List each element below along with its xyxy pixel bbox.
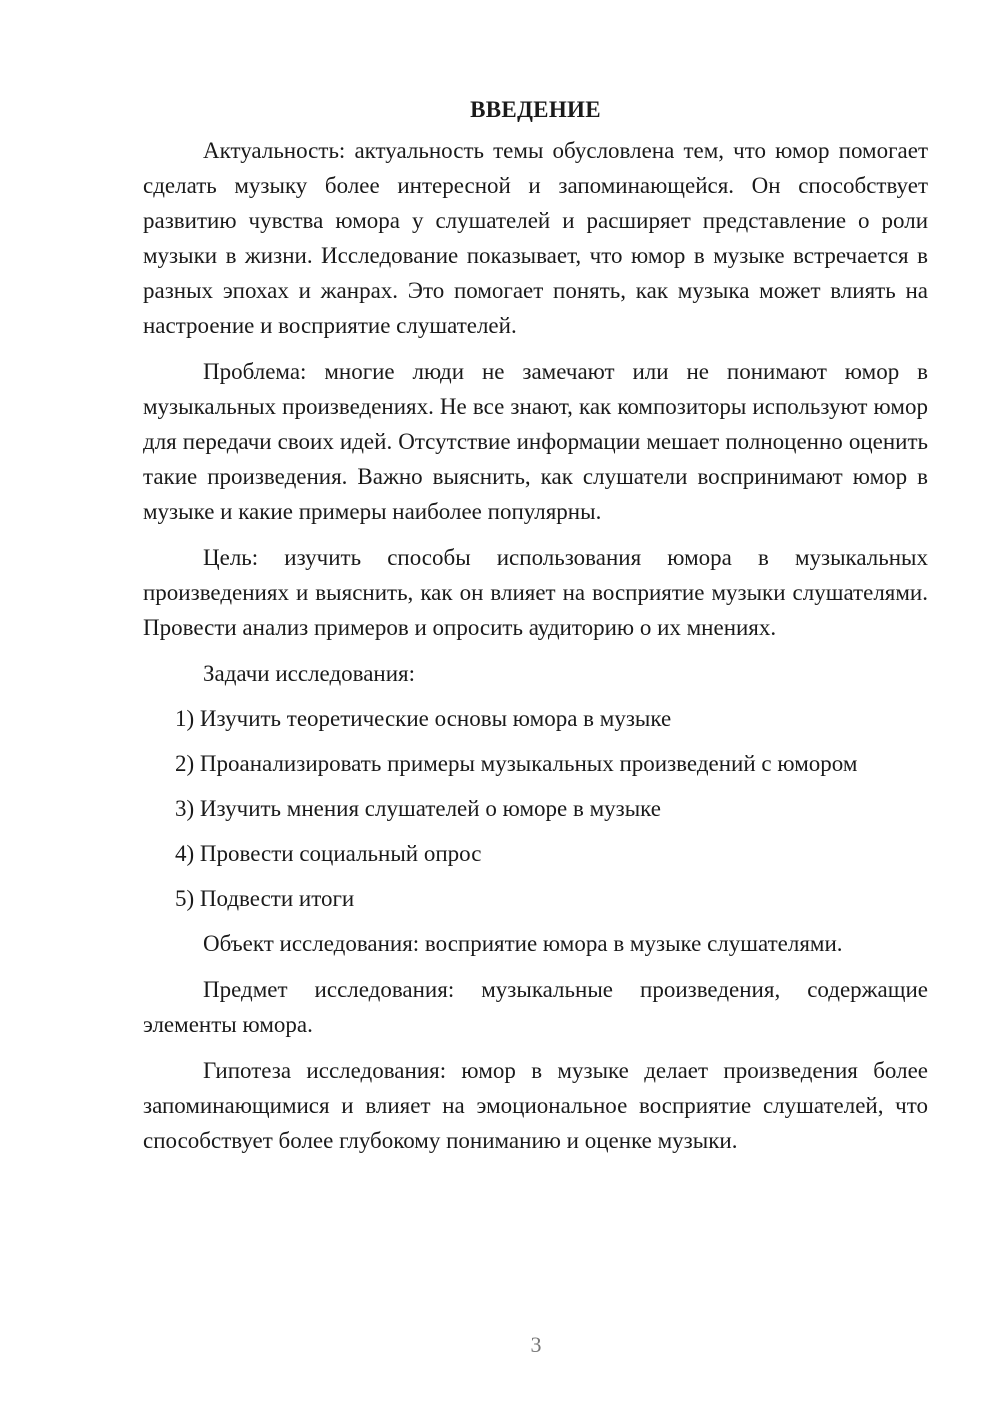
page-number: 3 xyxy=(530,1332,542,1357)
paragraph-problem: Проблема: многие люди не замечают или не понимают юмор в музыкальных произведениях. Не все знают, как композиторы используют юмор для передачи своих идей. Отсутствие информации мешает полноценно оценить такие произведения. Важно выяснить, как слушатели воспринимают юмор в музыке и какие примеры наиболее популярны. xyxy=(143,359,928,524)
tasks-list xyxy=(143,701,928,916)
paragraph-relevance: Актуальность: актуальность темы обусловлена тем, что юмор помогает сделать музыку более интересной и запоминающейся. Он способствует развитию чувства юмора у слушателей и расширяет представление о роли музыки в жизни. Исследование показывает, что юмор в музыке встречается в разных эпохах и жанрах. Это помогает понять, как музыка может влиять на настроение и восприятие слушателей. xyxy=(143,138,928,338)
tasks-title: Задачи исследования: xyxy=(203,661,416,686)
paragraph-hypothesis: Гипотеза исследования: юмор в музыке делает произведения более запоминающимися и влияет на эмоциональное восприятие слушателей, что способствует более глубокому пониманию и оценке музыки. xyxy=(143,1058,928,1153)
task-item: 2) Проанализировать примеры музыкальных произведений с юмором xyxy=(175,751,858,776)
paragraph-goal: Цель: изучить способы использования юмора в музыкальных произведениях и выяснить, как он влияет на восприятие музыки слушателями. Провести анализ примеров и опросить аудиторию о их мнениях. xyxy=(143,545,928,640)
task-item: 3) Изучить мнения слушателей о юморе в музыке xyxy=(175,796,661,821)
task-item: 1) Изучить теоретические основы юмора в музыке xyxy=(175,706,672,731)
task-item: 4) Провести социальный опрос xyxy=(175,841,482,866)
task-item: 5) Подвести итоги xyxy=(175,886,355,911)
section-heading: ВВЕДЕНИЕ xyxy=(470,97,601,122)
paragraph-object: Объект исследования: восприятие юмора в музыке слушателями. xyxy=(203,931,843,956)
page-content xyxy=(143,92,928,1169)
paragraph-subject: Предмет исследования: музыкальные произведения, содержащие элементы юмора. xyxy=(143,977,928,1037)
